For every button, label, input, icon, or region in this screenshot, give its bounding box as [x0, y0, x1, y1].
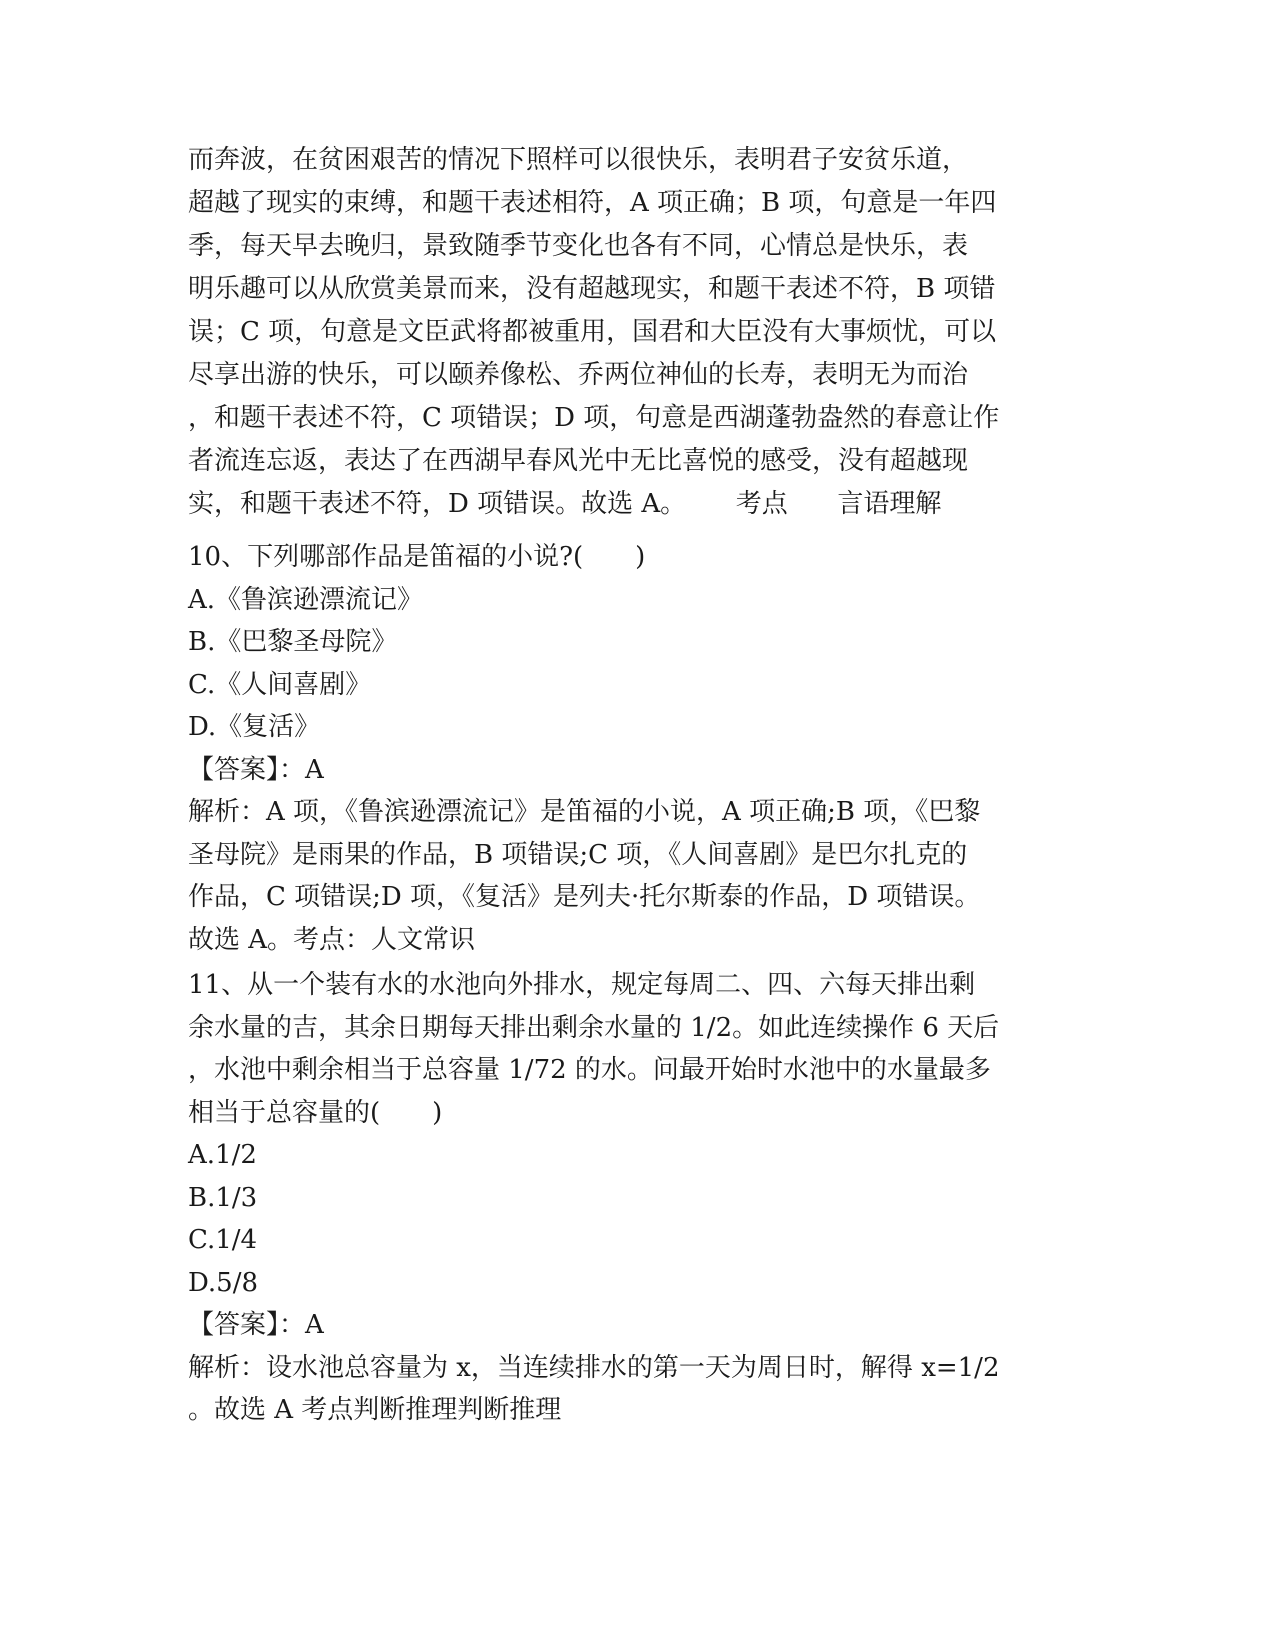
question-text: ，水池中剩余相当于总容量 1/72 的水。问最开始时水池中的水量最多: [188, 1055, 991, 1085]
text-line: 超越了现实的束缚，和题干表述相符，A 项正确；B 项，句意是一年四: [188, 188, 997, 218]
explanation-line: 解析：设水池总容量为 x，当连续排水的第一天为周日时，解得 x=1/2: [188, 1352, 1000, 1383]
text-line: 误；C 项，句意是文臣武将都被重用，国君和大臣没有大事烦忧，可以: [188, 317, 997, 347]
question-text: 余水量的吉，其余日期每天排出剩余水量的 1/2。如此连续操作 6 天后: [188, 1012, 1000, 1043]
option-b: B.1/3: [188, 1182, 258, 1213]
text-line: ，和题干表述不符，C 项错误；D 项，句意是西湖蓬勃盎然的春意让作: [188, 403, 1000, 433]
answer: 【答案】：A: [188, 754, 324, 785]
text-line: 明乐趣可以从欣赏美景而来，没有超越现实，和题干表述不符，B 项错: [188, 274, 996, 304]
explanation-line: 作品，C 项错误;D 项，《复活》是列夫·托尔斯泰的作品，D 项错误。: [188, 882, 981, 912]
text-line: 尽享出游的快乐，可以颐养像松、乔两位神仙的长寿，表明无为而治: [188, 360, 969, 390]
option-d: D.5/8: [188, 1267, 259, 1298]
explanation-line: 圣母院》是雨果的作品，B 项错误;C 项，《人间喜剧》是巴尔扎克的: [188, 839, 968, 870]
text-line: 而奔波，在贫困艰苦的情况下照样可以很快乐，表明君子安贫乐道，: [188, 145, 969, 175]
option-a: A.《鲁滨逊漂流记》: [188, 584, 424, 615]
question-10: [188, 536, 1088, 961]
option-c: C.1/4: [188, 1225, 258, 1255]
explanation-line: 。故选 A 考点判断推理判断推理: [188, 1395, 562, 1425]
text-line: 实，和题干表述不符，D 项错误。故选 A。 考点 言语理解: [188, 489, 942, 519]
answer: 【答案】：A: [188, 1310, 324, 1340]
explanation-line: 解析：A 项，《鲁滨逊漂流记》是笛福的小说，A 项正确;B 项，《巴黎: [188, 797, 981, 827]
text-line: 者流连忘返，表达了在西湖早春风光中无比喜悦的感受，没有超越现: [188, 446, 969, 476]
explanation-line: 故选 A。考点：人文常识: [188, 924, 476, 955]
text-line: 季，每天早去晚归，景致随季节变化也各有不同，心情总是快乐，表: [188, 231, 969, 261]
question-text: 10、下列哪部作品是笛福的小说?( ): [188, 542, 646, 572]
question-text: 相当于总容量的( ): [188, 1097, 443, 1128]
question-text: 11、从一个装有水的水池向外排水，规定每周二、四、六每天排出剩: [188, 970, 976, 1000]
option-c: C.《人间喜剧》: [188, 669, 372, 700]
question-11: [188, 964, 1088, 1432]
option-a: A.1/2: [188, 1140, 257, 1170]
option-b: B.《巴黎圣母院》: [188, 627, 398, 657]
option-d: D.《复活》: [188, 712, 321, 742]
previous-explanation: [188, 139, 1088, 526]
